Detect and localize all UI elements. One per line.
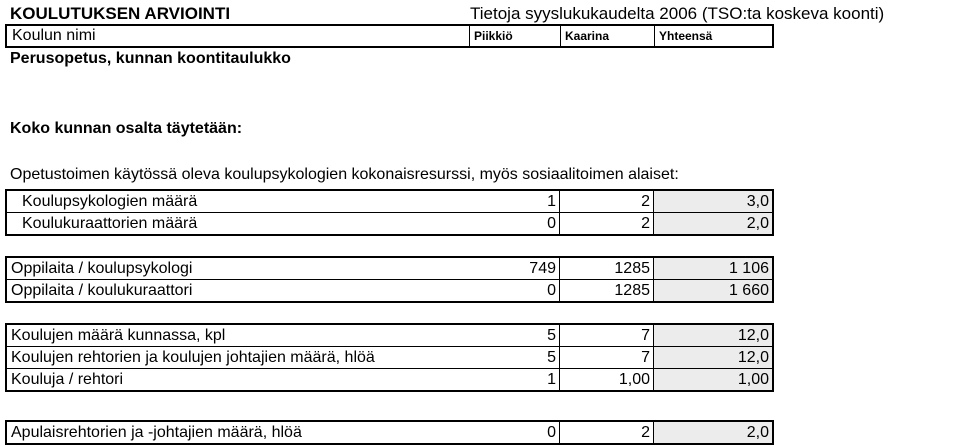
- value-piikkio[interactable]: 0: [547, 424, 556, 441]
- value-piikkio[interactable]: 5: [547, 327, 556, 344]
- table-row: [7, 279, 772, 301]
- row-label: Apulaisrehtorien ja -johtajien määrä, hlöä: [11, 424, 302, 441]
- row-label: Oppilaita / koulukuraattori: [11, 282, 193, 299]
- table-row: [7, 191, 772, 212]
- school-header-row: [5, 24, 774, 48]
- value-total: 2,0: [653, 422, 772, 443]
- value-total: 1,00: [653, 369, 772, 390]
- table-row: [7, 325, 772, 346]
- section-heading: Koko kunnan osalta täytetään:: [10, 120, 243, 137]
- value-total: 3,0: [653, 191, 772, 212]
- row-label: Koulupsykologien määrä: [22, 193, 198, 210]
- pupils-per-staff-table: [5, 256, 774, 303]
- staff-count-table: [5, 189, 774, 236]
- column-header-piikkio: Piikkiö: [469, 26, 560, 46]
- value-kaarina[interactable]: 2: [559, 191, 653, 212]
- row-label: Oppilaita / koulupsykologi: [11, 260, 193, 277]
- value-kaarina: 1285: [559, 280, 653, 301]
- value-piikkio[interactable]: 1: [547, 193, 556, 210]
- report-subtitle: Perusopetus, kunnan koontitaulukko: [10, 50, 291, 67]
- section-description: Opetustoimen käytössä oleva koulupsykologien kokonaisresurssi, myös sosiaalitoimen alaiset:: [10, 166, 679, 183]
- value-kaarina: 1285: [559, 258, 653, 279]
- column-header-total: Yhteensä: [654, 26, 772, 46]
- value-total: 2,0: [653, 213, 772, 234]
- value-kaarina[interactable]: 2: [559, 422, 653, 443]
- school-name-label: Koulun nimi: [12, 27, 96, 44]
- row-label: Koulukuraattorien määrä: [22, 215, 198, 232]
- value-piikkio[interactable]: 0: [547, 215, 556, 232]
- value-total: 12,0: [653, 347, 772, 368]
- value-piikkio[interactable]: 5: [547, 349, 556, 366]
- vice-principals-table: [5, 420, 774, 445]
- table-row: [7, 346, 772, 368]
- value-piikkio: 0: [547, 282, 556, 299]
- row-label: Koulujen määrä kunnassa, kpl: [11, 327, 226, 344]
- value-total: 12,0: [653, 325, 772, 346]
- value-kaarina[interactable]: 7: [559, 325, 653, 346]
- schools-principals-table: [5, 323, 774, 392]
- table-row: [7, 258, 772, 279]
- value-kaarina: 1,00: [559, 369, 653, 390]
- table-row: [7, 422, 772, 443]
- table-row: [7, 368, 772, 390]
- value-total: 1 660: [653, 280, 772, 301]
- row-label: Koulujen rehtorien ja koulujen johtajien määrä, hlöä: [11, 349, 375, 366]
- table-row: [7, 212, 772, 234]
- value-total: 1 106: [653, 258, 772, 279]
- value-piikkio: 1: [547, 371, 556, 388]
- column-header-kaarina: Kaarina: [560, 26, 654, 46]
- report-title: KOULUTUKSEN ARVIOINTI: [10, 4, 231, 23]
- value-piikkio: 749: [529, 260, 556, 277]
- row-label: Kouluja / rehtori: [11, 371, 124, 388]
- report-period-info: Tietoja syyslukukaudelta 2006 (TSO:ta koskeva koonti): [470, 4, 885, 23]
- value-kaarina[interactable]: 7: [559, 347, 653, 368]
- value-kaarina[interactable]: 2: [559, 213, 653, 234]
